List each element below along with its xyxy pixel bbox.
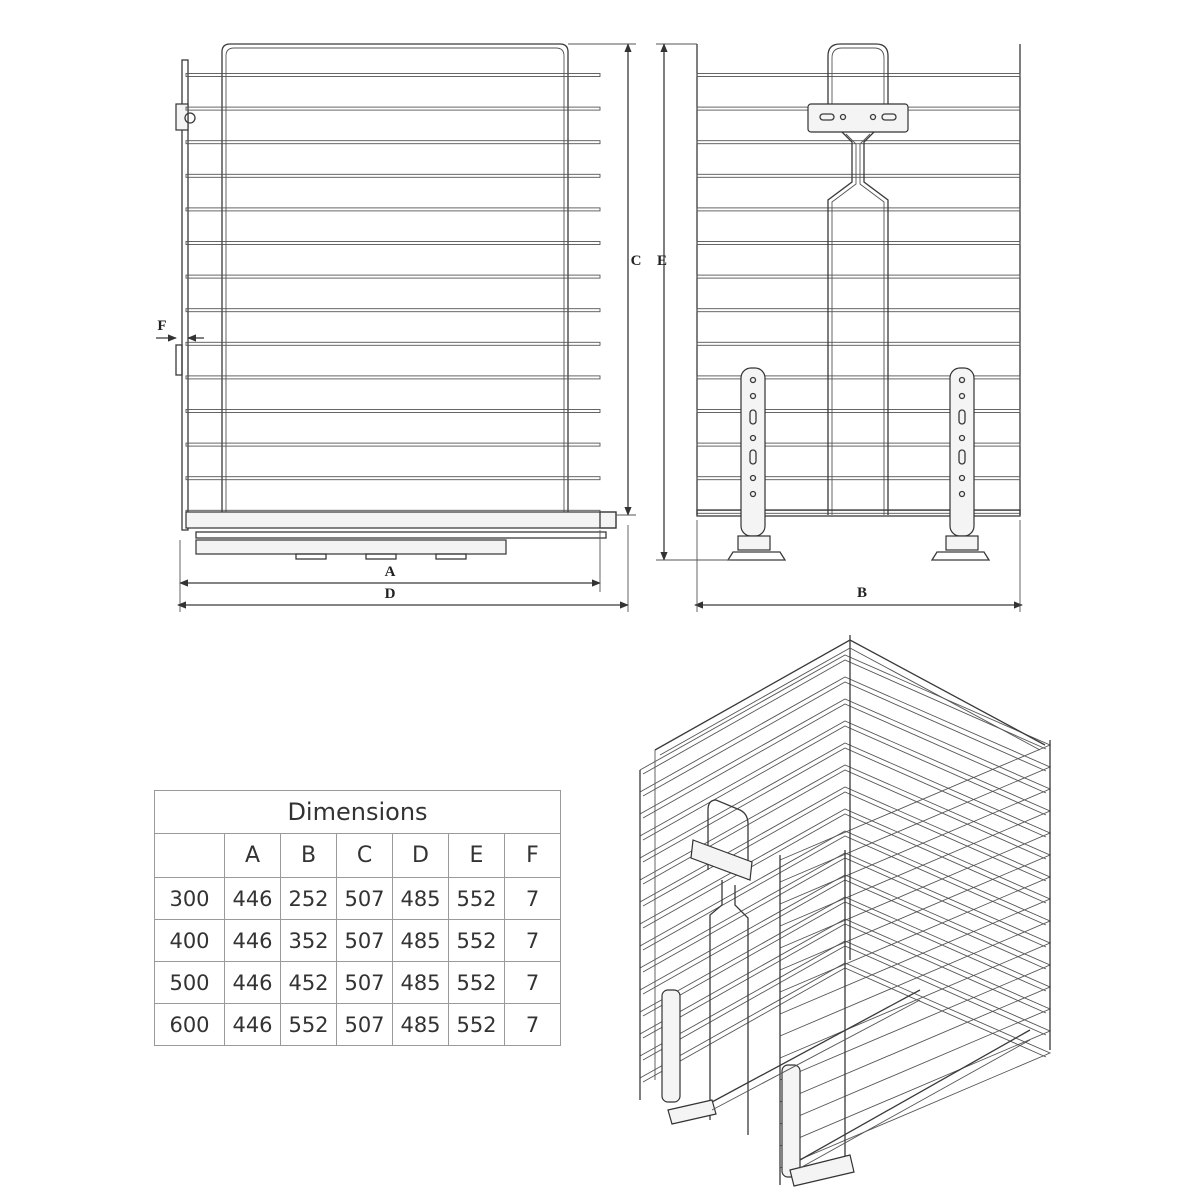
front-hanger-rod-inner: [860, 134, 884, 515]
isometric-view: [640, 635, 1050, 1186]
side-runner-foot: [366, 554, 396, 559]
side-wire: [186, 309, 600, 312]
header-cell: C: [337, 834, 393, 878]
table-cell: 507: [337, 962, 393, 1004]
bracket-foot: [946, 536, 978, 550]
bracket-foot: [738, 536, 770, 550]
iso-bracket-right: [782, 1065, 800, 1177]
side-runner-foot: [296, 554, 326, 559]
table-cell: 446: [225, 878, 281, 920]
iso-runner: [712, 1000, 920, 1110]
dimension-label-f: F: [157, 318, 167, 334]
table-cell: 507: [337, 1004, 393, 1046]
side-runner-top: [196, 532, 606, 538]
iso-runner: [800, 1040, 1030, 1168]
table-cell: 7: [505, 962, 561, 1004]
side-wire: [186, 141, 600, 144]
table-row: [155, 1004, 561, 1046]
front-wire: [697, 208, 1020, 211]
table-cell: 507: [337, 920, 393, 962]
table-cell: 485: [393, 920, 449, 962]
table-cell: 485: [393, 878, 449, 920]
front-wire: [697, 342, 1020, 345]
table-cell: 7: [505, 878, 561, 920]
table-cell: 352: [281, 920, 337, 962]
front-hanger-rod-inner: [832, 134, 856, 515]
front-wire: [697, 275, 1020, 278]
front-right-bracket: [932, 368, 989, 560]
table-cell: 600: [155, 1004, 225, 1046]
bracket-base: [728, 552, 785, 560]
table-cell: 7: [505, 920, 561, 962]
table-cell: 552: [449, 1004, 505, 1046]
header-cell: [155, 834, 225, 878]
bracket-base: [932, 552, 989, 560]
iso-runner: [800, 1030, 1030, 1160]
iso-bracket-left: [662, 990, 680, 1102]
dimension-label-a: A: [384, 564, 396, 580]
table-cell: 552: [449, 962, 505, 1004]
side-runner-slide: [196, 540, 506, 554]
table-cell: 400: [155, 920, 225, 962]
front-left-bracket: [728, 368, 785, 560]
header-cell: E: [449, 834, 505, 878]
side-wire: [186, 74, 600, 77]
table-cell: 300: [155, 878, 225, 920]
front-wire: [697, 141, 1020, 144]
side-wires: [186, 74, 600, 514]
table-row: [155, 920, 561, 962]
side-runner-foot: [436, 554, 466, 559]
front-wire: [697, 174, 1020, 177]
iso-runner: [712, 990, 920, 1102]
table-cell: 552: [449, 878, 505, 920]
iso-hanger-rod: [710, 880, 722, 1120]
side-wire: [186, 275, 600, 278]
front-wire: [697, 309, 1020, 312]
table-cell: 552: [449, 920, 505, 962]
iso-hanger-rod: [735, 885, 748, 1135]
side-view: [156, 44, 641, 612]
table-cell: 446: [225, 920, 281, 962]
side-base-rail: [186, 512, 616, 528]
dimensions-table: [154, 790, 561, 1046]
side-wire: [186, 477, 600, 480]
header-cell: A: [225, 834, 281, 878]
front-wire: [697, 242, 1020, 245]
side-wire: [186, 174, 600, 177]
table-cell: 446: [225, 1004, 281, 1046]
table-cell: 500: [155, 962, 225, 1004]
front-wire: [697, 74, 1020, 77]
side-wire: [186, 242, 600, 245]
side-wire: [186, 410, 600, 413]
table-cell: 552: [281, 1004, 337, 1046]
table-cell: 446: [225, 962, 281, 1004]
header-cell: D: [393, 834, 449, 878]
dimension-label-b: B: [856, 585, 868, 601]
table-row: [155, 878, 561, 920]
front-view: [656, 44, 1022, 612]
table-cell: 485: [393, 1004, 449, 1046]
front-hanger-plate: [808, 104, 908, 132]
header-cell: B: [281, 834, 337, 878]
table-cell: 252: [281, 878, 337, 920]
header-cell: F: [505, 834, 561, 878]
table-cell: 485: [393, 962, 449, 1004]
table-cell: 507: [337, 878, 393, 920]
side-wire: [186, 107, 600, 110]
iso-slide-left: [668, 1100, 716, 1124]
dimension-label-d: D: [384, 586, 396, 602]
table-title: Dimensions: [155, 791, 561, 834]
front-hanger-loop-inner: [832, 48, 884, 104]
table-row: [155, 962, 561, 1004]
side-wire: [186, 342, 600, 345]
side-clip: [176, 345, 182, 375]
table-cell: 7: [505, 1004, 561, 1046]
front-hanger-loop: [828, 44, 888, 104]
side-handle-loop: [222, 44, 568, 515]
side-wire: [186, 376, 600, 379]
side-wire: [186, 443, 600, 446]
table-header-row: [155, 834, 561, 878]
dimension-label-c: C: [630, 253, 642, 269]
side-handle-loop-inner: [226, 48, 564, 515]
side-wire: [186, 208, 600, 211]
dimension-label-e: E: [656, 253, 668, 269]
table-cell: 452: [281, 962, 337, 1004]
